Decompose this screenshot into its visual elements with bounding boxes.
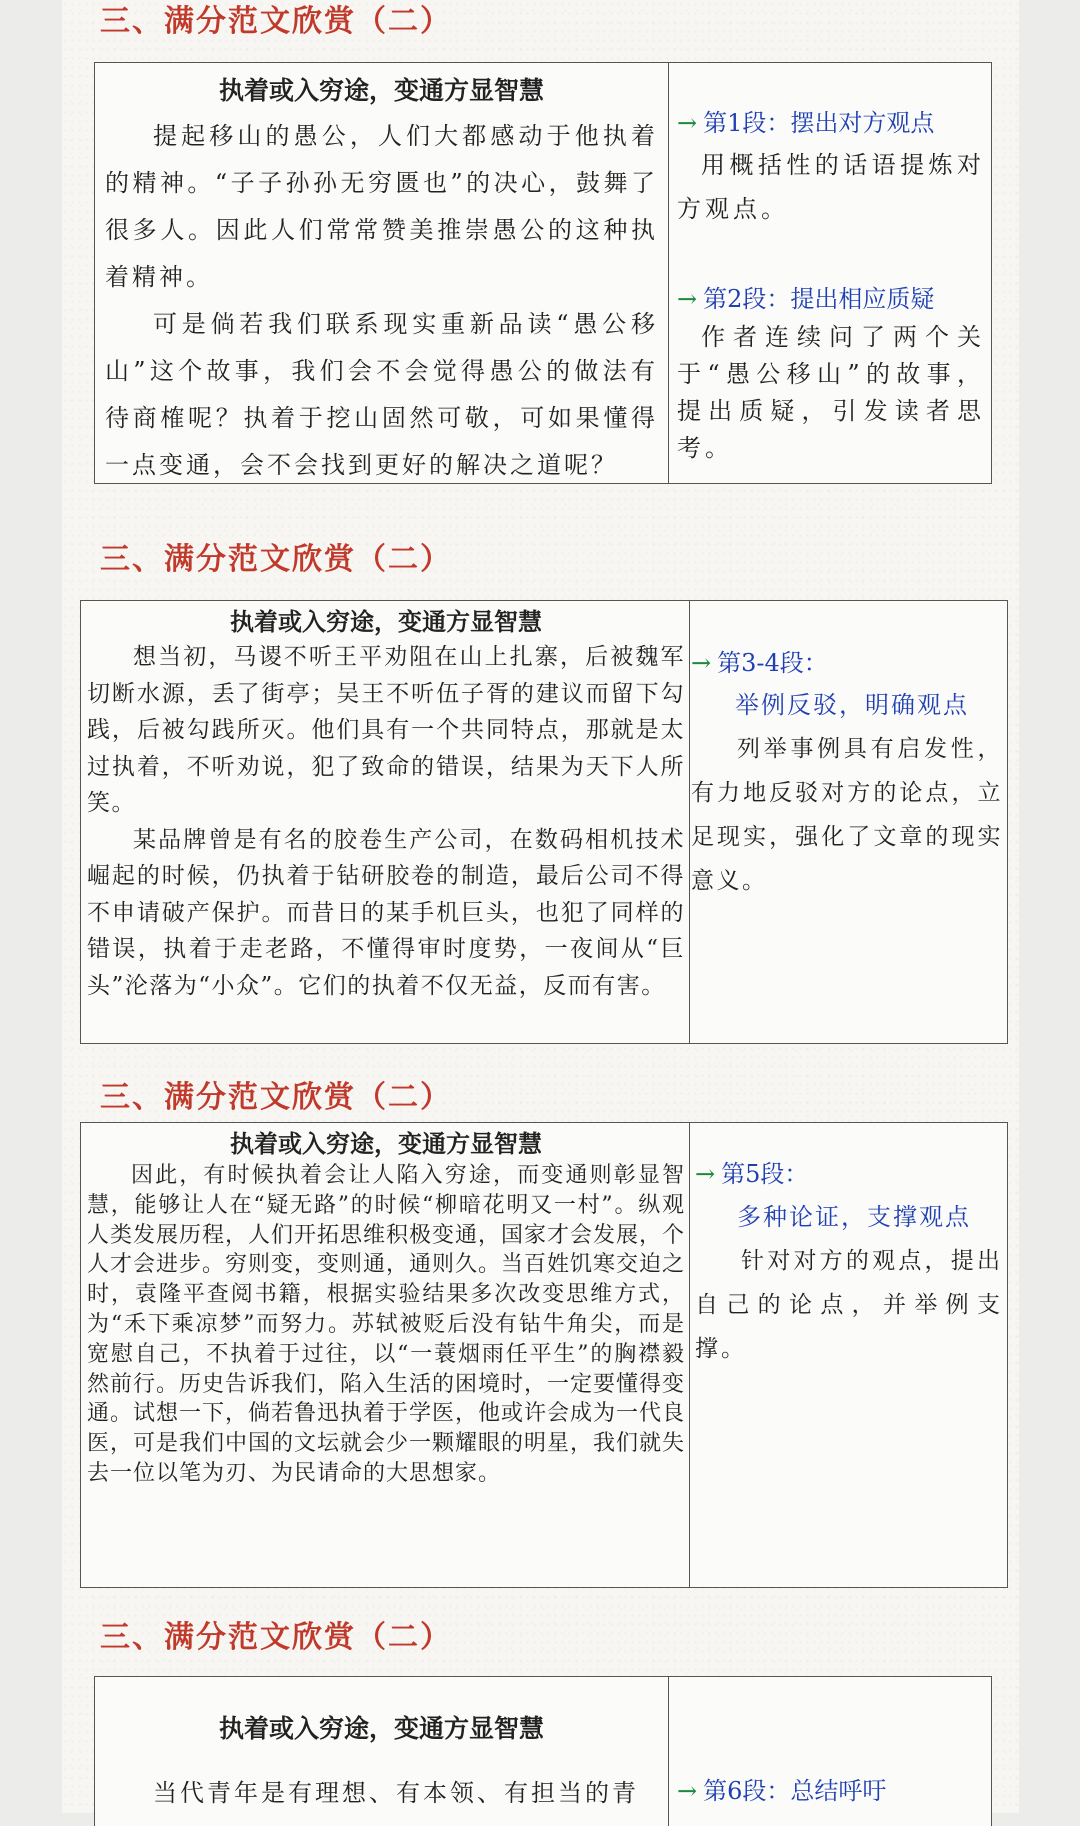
essay-panel	[80, 600, 1008, 1044]
section-heading: 三、满分范文欣赏（二）	[100, 4, 452, 39]
arrow-icon: →	[695, 1160, 716, 1188]
essay-title: 执着或入穷途，变通方显智慧	[230, 608, 542, 636]
section-heading: 三、满分范文欣赏（二）	[100, 1620, 452, 1655]
annotation-heading	[691, 643, 1003, 683]
notes-column	[669, 63, 991, 483]
annotation-text: 针对对方的观点，提出自己的论点，并举例支撑。	[695, 1248, 1003, 1362]
annotation-heading-text: 第1段：摆出对方观点	[703, 109, 935, 137]
annotation-heading-text: 第6段：总结呼吁	[703, 1777, 887, 1805]
annotation-subheading: 多种论证，支撑观点	[737, 1203, 971, 1231]
essay-panel	[80, 1122, 1008, 1588]
arrow-icon: →	[691, 649, 712, 677]
annotation-text: 用概括性的话语提炼对方观点。	[677, 151, 985, 223]
essay-paragraph: 提起移山的愚公，人们大都感动于他执着的精神。“子子孙孙无穷匮也”的决心，鼓舞了很多人。因此人们常常赞美推崇愚公的这种执着精神。	[105, 122, 658, 291]
annotation-heading	[677, 103, 985, 143]
essay-paragraph: 当代青年是有理想、有本领、有担当的青	[153, 1779, 639, 1807]
essay-title: 执着或入穷途，变通方显智慧	[218, 1714, 544, 1743]
annotation-text: 作者连续问了两个关于“愚公移山”的故事，提出质疑，引发读者思考。	[677, 323, 985, 462]
arrow-icon: →	[677, 1777, 698, 1805]
essay-column	[95, 1677, 669, 1826]
essay-paragraph: 想当初，马谡不听王平劝阻在山上扎寨，后被魏军切断水源，丢了街亭；吴王不听伍子胥的建议而留下勾践，后被勾践所灭。他们具有一个共同特点，那就是太过执着，不听劝说，犯了致命的错误，结果为天下人所笑。	[87, 644, 685, 816]
essay-paragraph: 某品牌曾是有名的胶卷生产公司，在数码相机技术崛起的时候，仍执着于钻研胶卷的制造，最后公司不得不申请破产保护。而昔日的某手机巨头，也犯了同样的错误，执着于走老路，不懂得审时度势，一夜间从“巨头”沦落为“小众”。它们的执着不仅无益，反而有害。	[87, 826, 685, 999]
essay-paragraph: 因此，有时候执着会让人陷入穷途，而变通则彰显智慧，能够让人在“疑无路”的时候“柳暗花明又一村”。纵观人类发展历程，人们开拓思维积极变通，国家才会发展，个人才会进步。穷则变，变则通，通则久。当百姓饥寒交迫之时，袁隆平查阅书籍，根据实验结果多次改变思维方式，为“禾下乘凉梦”而努力。苏轼被贬后没有钻牛角尖，而是宽慰自己，不执着于过往，以“一蓑烟雨任平生”的胸襟毅然前行。历史告诉我们，陷入生活的困境时，一定要懂得变通。试想一下，倘若鲁迅执着于学医，他或许会成为一代良医，可是我们中国的文坛就会少一颗耀眼的明星，我们就失去一位以笔为刃、为民请命的大思想家。	[87, 1163, 686, 1486]
notes-column	[669, 1677, 991, 1826]
annotation-heading-text: 第5段：	[721, 1160, 809, 1188]
annotation-subheading: 举例反驳，明确观点	[735, 691, 969, 719]
arrow-icon: →	[677, 109, 698, 137]
arrow-icon: →	[677, 285, 698, 313]
essay-title: 执着或入穷途，变通方显智慧	[230, 1130, 542, 1158]
annotation-heading	[695, 1153, 1003, 1195]
essay-title: 执着或入穷途，变通方显智慧	[218, 76, 544, 105]
essay-panel	[94, 1676, 992, 1826]
annotation-heading	[677, 279, 985, 319]
essay-panel	[94, 62, 992, 484]
section-heading: 三、满分范文欣赏（二）	[100, 1080, 452, 1115]
essay-column	[95, 63, 669, 483]
section-heading: 三、满分范文欣赏（二）	[100, 542, 452, 577]
annotation-text: 列举事例具有启发性，有力地反驳对方的论点，立足现实，强化了文章的现实意义。	[691, 736, 1003, 894]
notes-column	[689, 1123, 1007, 1587]
notes-column	[689, 601, 1007, 1043]
annotation-heading-text: 第3-4段：	[717, 649, 828, 677]
essay-paragraph: 可是倘若我们联系现实重新品读“愚公移山”这个故事，我们会不会觉得愚公的做法有待商榷呢？执着于挖山固然可敬，可如果懂得一点变通，会不会找到更好的解决之道呢？	[105, 310, 658, 479]
essay-column	[81, 1123, 690, 1587]
essay-column	[81, 601, 690, 1043]
annotation-heading	[677, 1771, 985, 1811]
annotation-heading-text: 第2段：提出相应质疑	[703, 285, 935, 313]
